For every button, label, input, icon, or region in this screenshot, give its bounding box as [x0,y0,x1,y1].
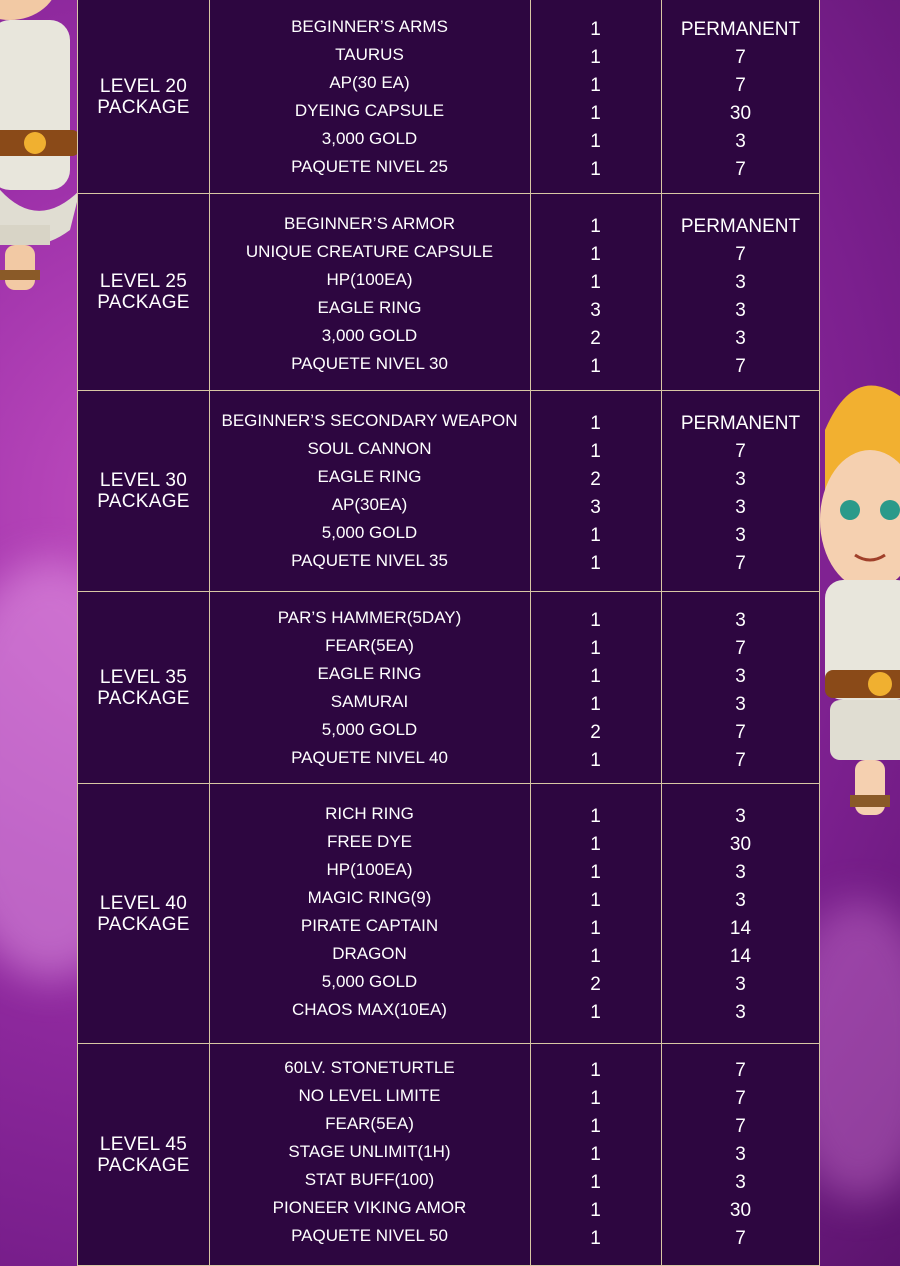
item-duration: 3 [735,862,746,883]
package-level-30 [78,391,819,592]
package-title: LEVEL 20 PACKAGE [97,75,190,118]
item-duration: 7 [735,244,746,265]
item-duration: 3 [735,610,746,631]
table-row [209,915,819,943]
table-row [209,663,819,691]
package-title: LEVEL 45 PACKAGE [97,1133,190,1176]
package-title: LEVEL 40 PACKAGE [97,892,190,935]
item-quantity: 1 [590,946,601,967]
table-row [209,241,819,269]
item-duration: 7 [735,1116,746,1137]
table-row [209,269,819,297]
item-name: FEAR(5EA) [325,636,414,655]
item-name: AP(30EA) [331,495,408,514]
item-name: SOUL CANNON [307,439,432,458]
item-duration: 3 [735,469,746,490]
item-name: BEGINNER’S ARMOR [284,214,455,233]
item-duration: 7 [735,722,746,743]
item-quantity: 1 [590,553,601,574]
table-row [209,607,819,635]
item-name: BEGINNER’S ARMS [291,17,448,36]
item-duration: 3 [735,806,746,827]
item-quantity: 1 [590,525,601,546]
table-row [209,325,819,353]
item-duration: 7 [735,159,746,180]
item-duration: 7 [735,356,746,377]
item-quantity: 1 [590,834,601,855]
item-name: DRAGON [332,944,407,963]
item-quantity: 1 [590,103,601,124]
item-name: PAR’S HAMMER(5DAY) [277,608,462,627]
item-duration: 7 [735,47,746,68]
item-quantity: 1 [590,694,601,715]
item-name: TAURUS [335,45,404,64]
item-duration: 3 [735,131,746,152]
table-row [209,16,819,44]
table-row [209,550,819,578]
package-level-40 [78,784,819,1044]
item-duration: 7 [735,750,746,771]
item-quantity: 1 [590,638,601,659]
package-rewards-table [77,0,820,1266]
package-title: LEVEL 30 PACKAGE [97,470,190,512]
table-row [209,831,819,859]
item-duration: 3 [735,1002,746,1023]
table-row [209,1057,819,1085]
package-title: LEVEL 35 PACKAGE [97,666,190,709]
item-name: EAGLE RING [317,664,422,683]
package-level-20 [78,0,819,194]
table-row [209,1113,819,1141]
table-row [209,156,819,184]
item-duration: 7 [735,75,746,96]
item-name: AP(30 EA) [329,73,410,92]
table-row [209,522,819,550]
item-quantity: 1 [590,1172,601,1193]
item-duration: 7 [735,553,746,574]
item-name: STAGE UNLIMIT(1H) [288,1142,451,1161]
item-name: PIRATE CAPTAIN [300,916,439,935]
item-duration: 3 [735,890,746,911]
item-duration: PERMANENT [680,19,801,40]
item-name: DYEING CAPSULE [294,101,445,120]
character-illustration-left [0,0,80,310]
package-level-45 [78,1044,819,1266]
item-duration: 30 [729,834,752,855]
table-row [209,999,819,1027]
item-name: PAQUETE NIVEL 35 [291,551,448,570]
item-name: PAQUETE NIVEL 30 [291,354,448,373]
table-row [209,1225,819,1253]
item-quantity: 1 [590,806,601,827]
item-quantity: 1 [590,413,601,434]
item-quantity: 1 [590,750,601,771]
item-quantity: 2 [590,974,601,995]
item-quantity: 2 [590,469,601,490]
character-illustration-right [815,370,900,830]
table-row [209,213,819,241]
item-duration: 3 [735,694,746,715]
item-quantity: 1 [590,1088,601,1109]
item-name: MAGIC RING(9) [307,888,432,907]
item-duration: 3 [735,1144,746,1165]
item-quantity: 1 [590,610,601,631]
table-row [209,128,819,156]
table-row [209,1169,819,1197]
item-name: RICH RING [325,804,414,823]
item-quantity: 1 [590,890,601,911]
table-row [209,803,819,831]
table-row [209,72,819,100]
item-duration: 3 [735,497,746,518]
table-row [209,943,819,971]
item-quantity: 1 [590,1228,601,1249]
item-name: 3,000 GOLD [321,129,418,148]
table-row [209,691,819,719]
item-duration: 3 [735,300,746,321]
package-level-25 [78,194,819,391]
item-name: FEAR(5EA) [325,1114,414,1133]
item-name: EAGLE RING [317,298,422,317]
item-duration: 3 [735,328,746,349]
item-quantity: 1 [590,131,601,152]
item-name: CHAOS MAX(10EA) [292,1000,447,1019]
table-row [209,747,819,775]
item-quantity: 3 [590,497,601,518]
item-quantity: 1 [590,441,601,462]
item-quantity: 1 [590,1144,601,1165]
item-quantity: 1 [590,19,601,40]
item-name: HP(100EA) [326,270,413,289]
item-quantity: 1 [590,1200,601,1221]
item-quantity: 1 [590,216,601,237]
item-name: PIONEER VIKING AMOR [272,1198,467,1217]
item-duration: 3 [735,1172,746,1193]
table-row [209,971,819,999]
table-row [209,1085,819,1113]
item-quantity: 1 [590,244,601,265]
table-row [209,887,819,915]
item-quantity: 1 [590,1002,601,1023]
table-row [209,719,819,747]
item-name: 5,000 GOLD [321,523,418,542]
item-duration: 3 [735,974,746,995]
item-quantity: 1 [590,862,601,883]
item-name: HP(100EA) [326,860,413,879]
item-duration: PERMANENT [680,413,801,434]
item-quantity: 1 [590,356,601,377]
item-name: 5,000 GOLD [321,720,418,739]
item-duration: 14 [729,946,752,967]
item-name: 60LV. STONETURTLE [284,1058,455,1077]
table-row [209,410,819,438]
table-row [209,353,819,381]
table-row [209,1197,819,1225]
item-duration: 30 [729,1200,752,1221]
item-name: PAQUETE NIVEL 40 [291,748,448,767]
item-quantity: 1 [590,1116,601,1137]
item-name: PAQUETE NIVEL 25 [291,157,448,176]
item-quantity: 1 [590,1060,601,1081]
table-row [209,859,819,887]
item-duration: 7 [735,638,746,659]
item-name: PAQUETE NIVEL 50 [291,1226,448,1245]
package-title: LEVEL 25 PACKAGE [97,271,190,313]
item-name: SAMURAI [330,692,409,711]
item-name: 5,000 GOLD [321,972,418,991]
package-level-35 [78,592,819,784]
item-duration: 7 [735,1088,746,1109]
item-name: 3,000 GOLD [321,326,418,345]
item-duration: 7 [735,1060,746,1081]
item-name: NO LEVEL LIMITE [298,1086,441,1105]
item-name: EAGLE RING [317,467,422,486]
item-quantity: 1 [590,47,601,68]
item-quantity: 1 [590,159,601,180]
item-duration: 7 [735,1228,746,1249]
item-duration: 7 [735,441,746,462]
table-row [209,466,819,494]
item-duration: 3 [735,666,746,687]
table-row [209,438,819,466]
item-duration: PERMANENT [680,216,801,237]
item-quantity: 1 [590,272,601,293]
table-row [209,635,819,663]
item-duration: 14 [729,918,752,939]
item-quantity: 3 [590,300,601,321]
item-duration: 3 [735,525,746,546]
item-quantity: 1 [590,75,601,96]
item-name: FREE DYE [326,832,413,851]
item-duration: 3 [735,272,746,293]
table-row [209,297,819,325]
item-duration: 30 [729,103,752,124]
item-name: STAT BUFF(100) [304,1170,435,1189]
item-name: UNIQUE CREATURE CAPSULE [245,242,494,261]
table-row [209,494,819,522]
table-row [209,1141,819,1169]
table-row [209,44,819,72]
item-name: BEGINNER’S SECONDARY WEAPON [221,411,518,430]
item-quantity: 2 [590,722,601,743]
table-row [209,100,819,128]
item-quantity: 1 [590,666,601,687]
item-quantity: 1 [590,918,601,939]
item-quantity: 2 [590,328,601,349]
